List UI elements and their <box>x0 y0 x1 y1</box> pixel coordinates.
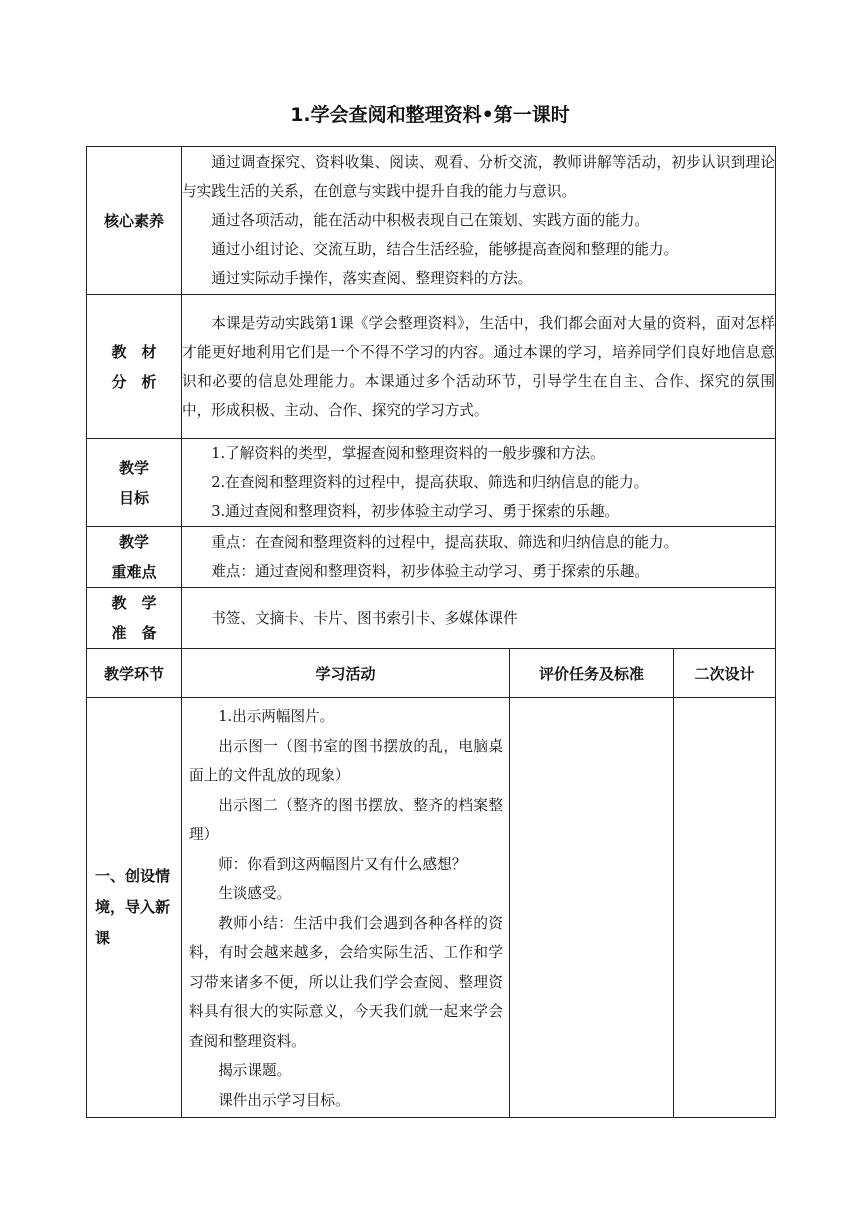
preparation-label: 教 学 准 备 <box>87 588 182 649</box>
activity-paragraph: 生谈感受。 <box>218 885 292 902</box>
key-points-row <box>87 527 776 588</box>
stage-redesign-cell <box>674 698 776 1118</box>
preparation-content <box>182 588 776 649</box>
preparation-text: 书签、文摘卡、卡片、图书索引卡、多媒体课件 <box>211 609 518 627</box>
analysis-paragraph: 本课是劳动实践第1课《学会整理资料》，生活中，我们都会面对大量的资料，面对怎样才能更好地利用它们是一个不得不学习的内容。通过本课的学习，培养同学们良好地信息意识和必要的信息处理能力。本课通过多个活动环节，引导学生在自主、合作、探究的氛围中，形成积极、主动、合作、探究的学习方式。 <box>182 314 775 419</box>
activity-paragraph: 出示图一（图书室的图书摆放的乱，电脑桌面上的文件乱放的现象） <box>189 737 503 784</box>
activity-paragraph: 课件出示学习目标。 <box>218 1091 350 1109</box>
core-literacy-label: 核心素养 <box>87 147 182 295</box>
key-points-content <box>182 527 776 588</box>
activity-paragraph: 1.出示两幅图片。 <box>218 708 335 725</box>
material-analysis-content <box>182 295 776 439</box>
goal-item: 2.在查阅和整理资料的过程中，提高获取、筛选和归纳信息的能力。 <box>211 474 649 491</box>
core-paragraph: 通过小组讨论、交流互助，结合生活经验，能够提高查阅和整理的能力。 <box>211 241 679 258</box>
goal-item: 3.通过查阅和整理资料，初步体验主动学习、勇于探索的乐趣。 <box>211 503 620 520</box>
lesson-plan-table <box>86 146 776 1118</box>
core-literacy-content <box>182 147 776 295</box>
header-redesign: 二次设计 <box>674 649 776 698</box>
table-header-row <box>87 649 776 698</box>
activity-paragraph: 揭示课题。 <box>218 1062 292 1079</box>
core-paragraph: 通过各项活动，能在活动中积极表现自己在策划、实践方面的能力。 <box>211 212 650 229</box>
activity-paragraph: 师：你看到这两幅图片又有什么感想？ <box>218 855 467 873</box>
page-title: 1.学会查阅和整理资料•第一课时 <box>290 104 570 126</box>
activity-paragraph: 教师小结：生活中我们会遇到各种各样的资料，有时会越来越多，会给实际生活、工作和学习带来诸多不便，所以让我们学会查阅、整理资料具有很大的实际意义，今天我们就一起来学会查阅和整理资料。 <box>189 914 503 1050</box>
core-paragraph: 通过调查探究、资料收集、阅读、观看、分析交流，教师讲解等活动，初步认识到理论与实践生活的关系，在创意与实践中提升自我的能力与意识。 <box>182 154 775 200</box>
teaching-goals-label: 教学 目标 <box>87 439 182 527</box>
teaching-goals-row <box>87 439 776 527</box>
core-literacy-row <box>87 147 776 295</box>
activity-paragraph: 出示图二（整齐的图书摆放、整齐的档案整理） <box>189 796 503 843</box>
stage-activity <box>182 698 510 1118</box>
preparation-row <box>87 588 776 649</box>
header-stage: 教学环节 <box>87 649 182 698</box>
key-points-label: 教学 重难点 <box>87 527 182 588</box>
stage-evaluation-cell <box>510 698 674 1118</box>
key-point: 重点：在查阅和整理资料的过程中，提高获取、筛选和归纳信息的能力。 <box>211 534 679 551</box>
difficult-point: 难点：通过查阅和整理资料，初步体验主动学习、勇于探索的乐趣。 <box>211 563 650 580</box>
header-evaluation: 评价任务及标准 <box>510 649 674 698</box>
goal-item: 1.了解资料的类型，掌握查阅和整理资料的一般步骤和方法。 <box>211 445 605 462</box>
stage-row <box>87 698 776 1118</box>
core-paragraph: 通过实际动手操作，落实查阅、整理资料的方法。 <box>211 270 533 287</box>
teaching-goals-content <box>182 439 776 527</box>
material-analysis-row <box>87 295 776 439</box>
material-analysis-label: 教 材 分 析 <box>87 295 182 439</box>
stage-label: 一、创设情境，导入新课 <box>87 698 182 1118</box>
header-activity: 学习活动 <box>182 649 510 698</box>
